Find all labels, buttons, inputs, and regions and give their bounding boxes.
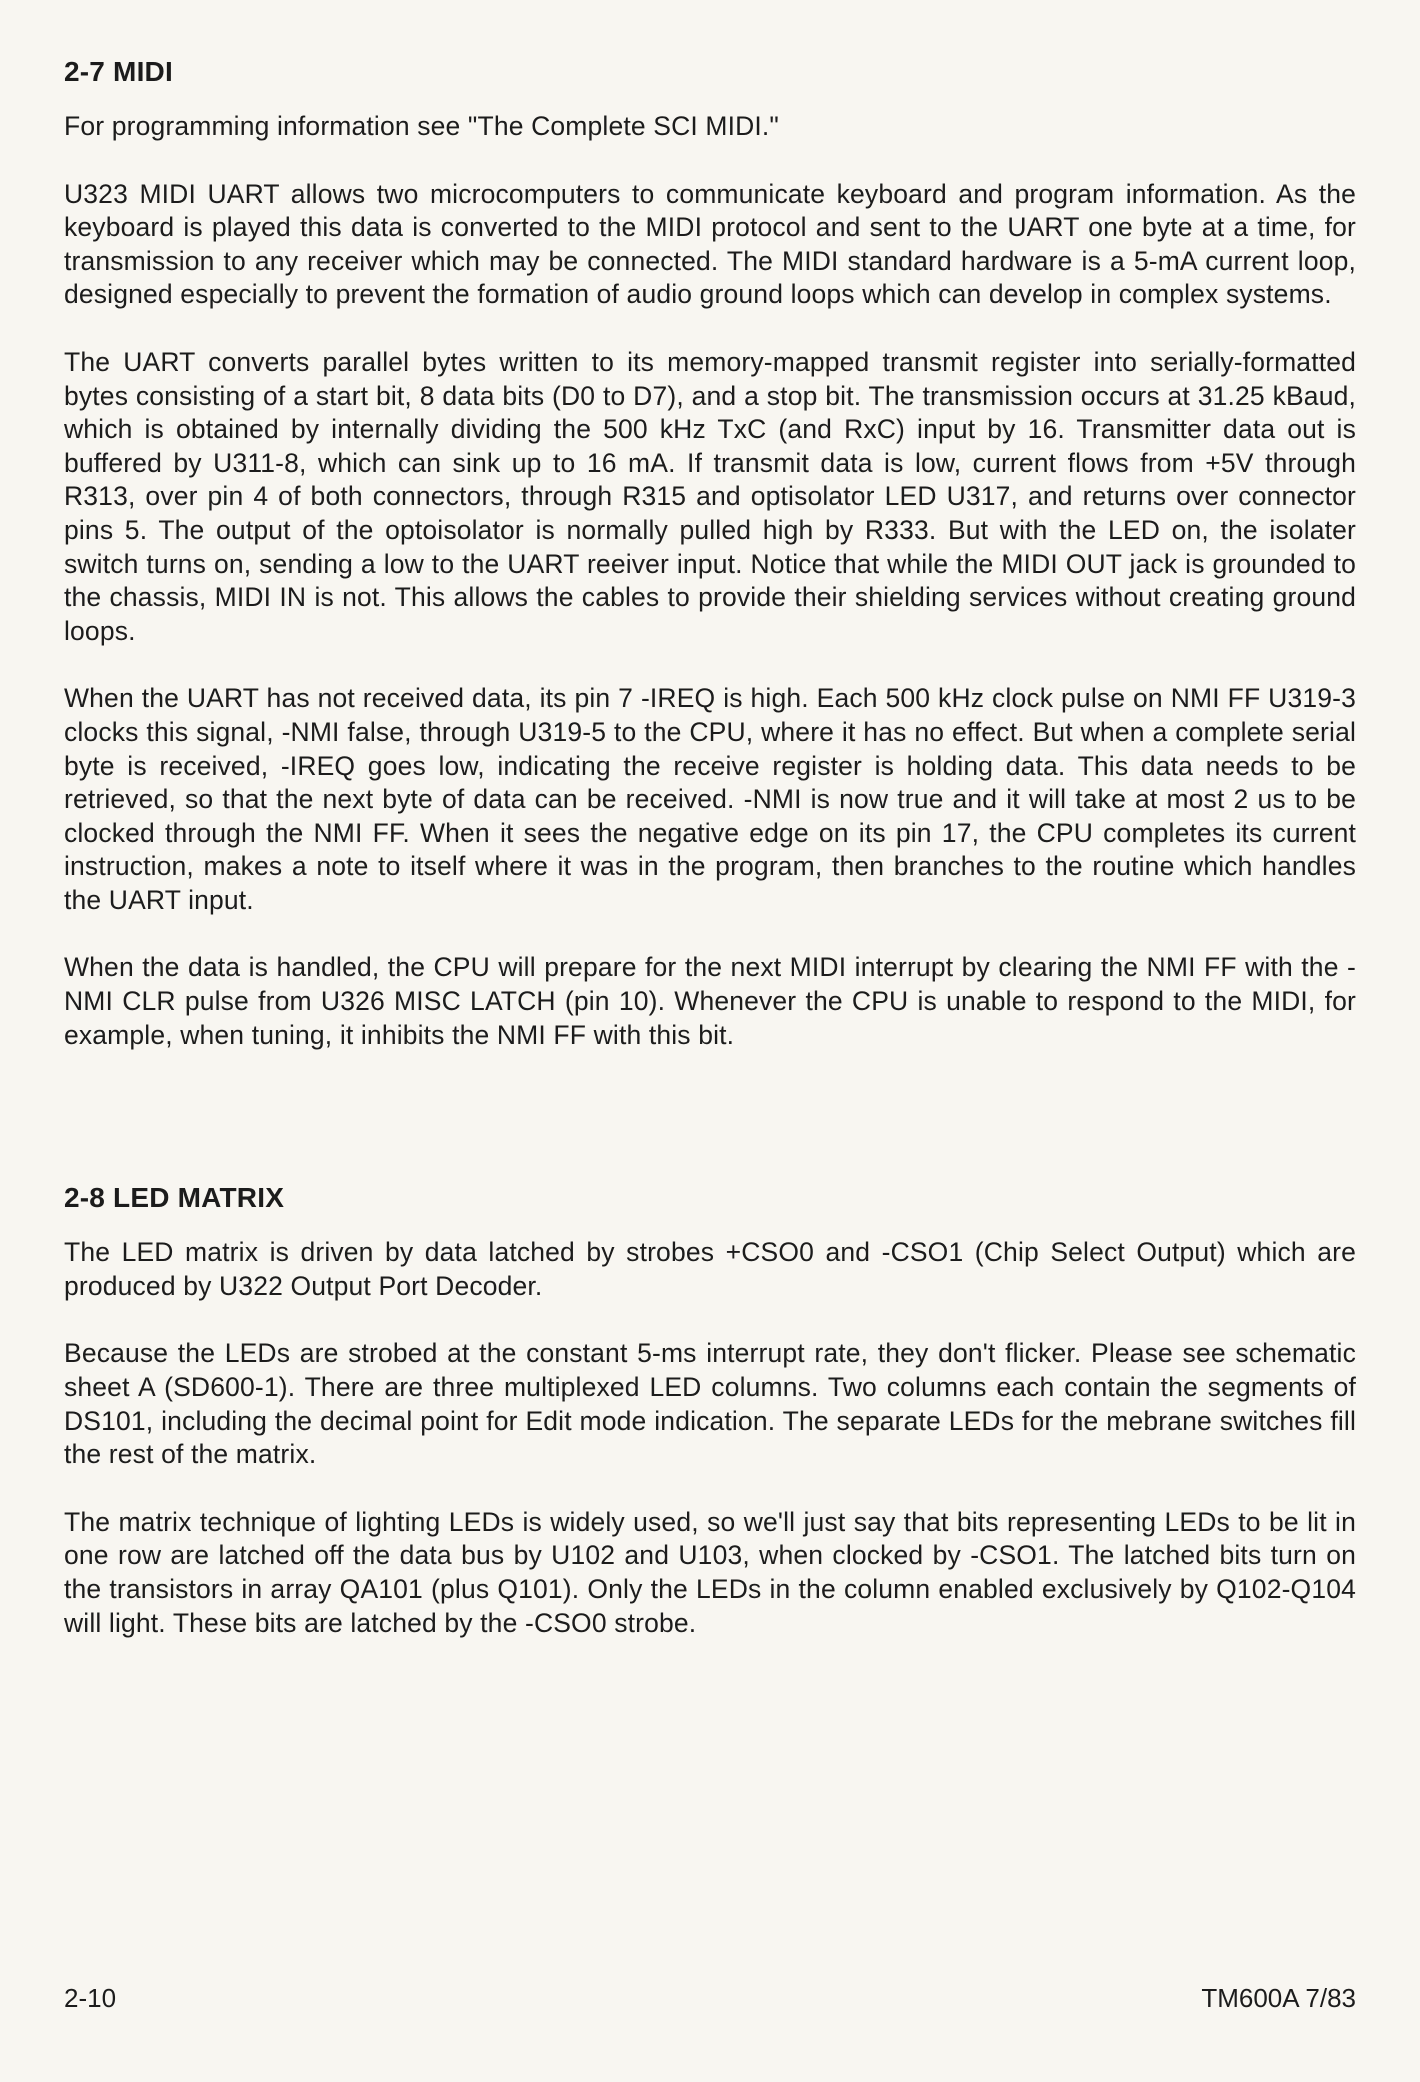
midi-paragraph-3: The UART converts parallel bytes written to its memory-mapped transmit register into serially-formatted bytes consisting of a start bit, 8 data bits (D0 to D7), and a stop bit. The transmission occurs at 31.25 kBaud, which is obtained by internally dividing the 500 kHz TxC (and RxC) input by 16. Transmitter data out is buffered by U311-8, which can sink up to 16 mA. If transmit data is low, current flows from +5V through R313, over pin 4 of both connectors, through R315 and optisolator LED U317, and returns over connector pins 5. The output of the optoisolator is normally pulled high by R333. But with the LED on, the isolater switch turns on, sending a low to the UART reeiver input. Notice that while the MIDI OUT jack is grounded to the chassis, MIDI IN is not. This allows the cables to provide their shielding services without creating ground loops.	[64, 346, 1356, 646]
section-spacer	[64, 1086, 1356, 1178]
section-heading-led-matrix: 2-8 LED MATRIX	[64, 1182, 285, 1214]
document-id: TM600A 7/83	[1201, 1983, 1356, 2013]
led-paragraph-2: Because the LEDs are strobed at the constant 5-ms interrupt rate, they don't flicker. Please see schematic sheet A (SD600-1). There are three multiplexed LED columns. Two columns each contain the segments of DS101, including the decimal point for Edit mode indication. The separate LEDs for the mebrane switches fill the rest of the matrix.	[64, 1338, 1356, 1470]
page-content	[64, 52, 1356, 1674]
section-led-matrix	[64, 1178, 1356, 1640]
page-number: 2-10	[64, 1983, 117, 2013]
midi-paragraph-5: When the data is handled, the CPU will prepare for the next MIDI interrupt by clearing the NMI FF with the -NMI CLR pulse from U326 MISC LATCH (pin 10). Whenever the CPU is unable to respond to the MIDI, for example, when tuning, it inhibits the NMI FF with this bit.	[64, 952, 1356, 1050]
page-footer	[64, 1978, 1356, 2018]
led-paragraph-3: The matrix technique of lighting LEDs is widely used, so we'll just say that bits representing LEDs to be lit in one row are latched off the data bus by U102 and U103, when clocked by -CSO1. The latched bits turn on the transistors in array QA101 (plus Q101). Only the LEDs in the column enabled exclusively by Q102-Q104 will light. These bits are latched by the -CSO0 strobe.	[64, 1506, 1356, 1638]
led-paragraph-1: The LED matrix is driven by data latched by strobes +CSO0 and -CSO1 (Chip Select Output) which are produced by U322 Output Port Decoder.	[64, 1237, 1356, 1301]
midi-paragraph-2: U323 MIDI UART allows two microcomputers to communicate keyboard and program information. As the keyboard is played this data is converted to the MIDI protocol and sent to the UART one byte at a time, for transmission to any receiver which may be connected. The MIDI standard hardware is a 5-mA current loop, designed especially to prevent the formation of audio ground loops which can develop in complex systems.	[64, 178, 1356, 310]
section-midi	[64, 52, 1356, 1052]
midi-paragraph-1: For programming information see "The Complete SCI MIDI."	[64, 111, 779, 141]
midi-paragraph-4: When the UART has not received data, its pin 7 -IREQ is high. Each 500 kHz clock pulse on NMI FF U319-3 clocks this signal, -NMI false, through U319-5 to the CPU, where it has no effect. But when a complete serial byte is received, -IREQ goes low, indicating the receive register is holding data. This data needs to be retrieved, so that the next byte of data can be received. -NMI is now true and it will take at most 2 us to be clocked through the NMI FF. When it sees the negative edge on its pin 17, the CPU completes its current instruction, makes a note to itself where it was in the program, then branches to the routine which handles the UART input.	[64, 683, 1356, 915]
section-heading-midi: 2-7 MIDI	[64, 56, 173, 87]
